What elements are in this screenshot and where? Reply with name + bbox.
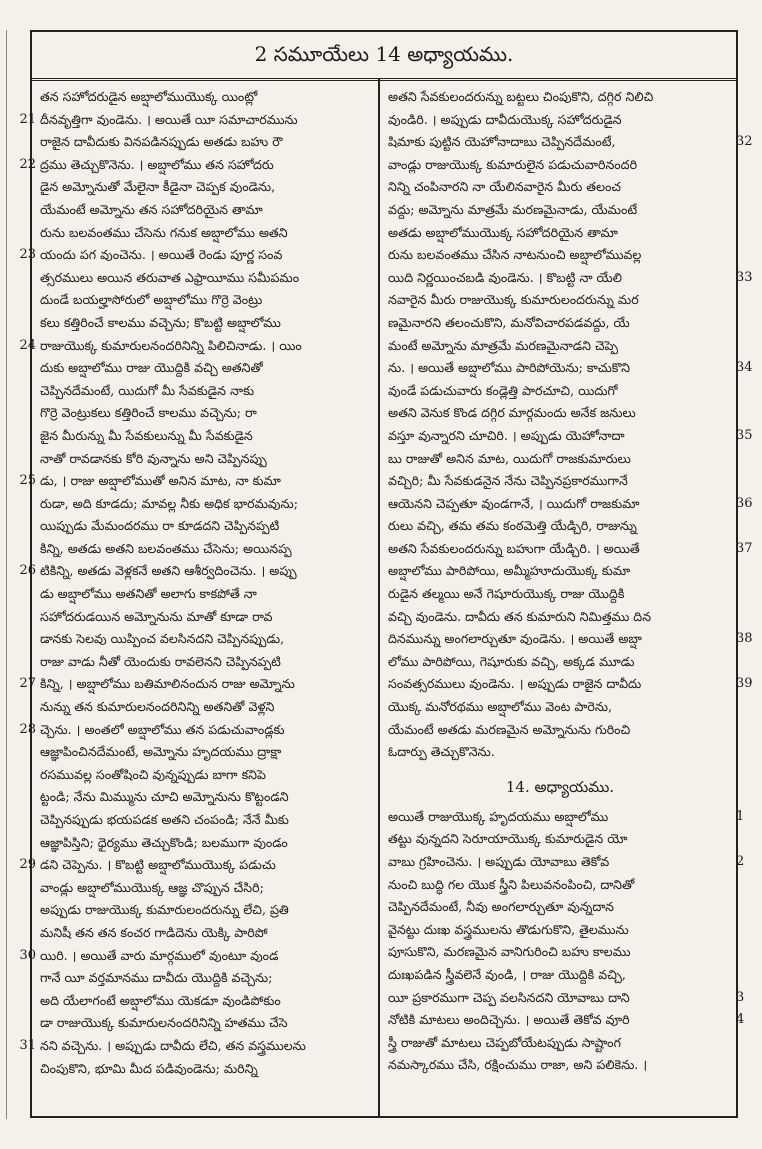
text-line [388,673,753,696]
verse-number: 31 [19,1037,36,1053]
line-text: దీనవృత్తిగా వుండెను. । అయితే యీ సమాచారమును [40,111,298,127]
line-text: కిన్ని, అతడు అతని బలవంతము చేసెను; అయినప్ప [40,540,292,556]
line-text: టికిన్ని, అతడు వెళ్లకనే అతని ఆశీర్వదించెను. । అప్పు [40,563,297,579]
line-text: వైనట్టు దుఃఖ వస్త్రములను తొడుగుకొని, తైలమును [388,921,629,937]
text-line [388,289,732,312]
line-text: అతని వెనుక కొండ దగ్గిర మార్గమందు అనేక జనులు [388,405,636,421]
text-line [19,945,372,968]
line-text: రసమువల్ల సంతోషించి వున్నప్పుడు బాగా కనిపె [40,766,266,782]
line-text: నవారైన మీరు రాజుయొక్క కుమారులందరున్ను మర [388,292,639,308]
line-text: ఆజ్ఞాపించినదేమంటే, అమ్నోను హృదయము ద్రాక్షా [40,744,282,760]
text-line [388,131,753,154]
verse-number: 1 [736,808,745,824]
verse-number: 32 [736,134,753,150]
line-text: రాజైన దావీదుకు వినపడినప్పుడు అతడు బహు రౌ [40,134,283,150]
binding-margin-rule [6,30,7,1119]
verse-number: 3 [736,989,745,1005]
text-line [40,1058,372,1081]
line-text: నాతో రావడానకు కోరి వున్నాను అని చెప్పినప్పు [40,450,267,466]
text-line [40,741,372,764]
column-divider [378,78,380,1116]
page-frame [19,30,753,1118]
text-line [388,109,732,132]
line-text: ణమైనారని తలంచుకొని, మనోవిచారపడవద్దు, యే [388,314,630,330]
text-line [19,1035,372,1058]
text-line [40,493,372,516]
line-text: దుఃఖపడిన స్త్రీవలెనే వుండి, । రాజు యొద్దికి వచ్చి, [388,966,626,982]
line-text: యిరి. । అయితే వారు మార్గములో వుంటూ వుండ [40,947,279,963]
text-line [40,289,372,312]
text-line [388,741,732,764]
text-line [40,696,372,719]
line-text: పూసుకొని, మరణమైన వానిగురించి బహు కాలము [388,944,631,960]
text-line [388,606,732,629]
line-text: అతని సేవకులందరున్ను బట్టలు చింపుకొని, దగ్గిర నిలిచి [388,89,654,104]
text-line [388,628,753,651]
text-line [388,222,732,245]
text-line [40,651,372,674]
line-text: అయితే రాజుయొక్క హృదయము అబ్షాలోము [388,808,609,824]
line-text: యీ ప్రకారముగా చెప్ప వలసినదని యోవాబు దాని [388,989,630,1005]
line-text: తన సహోదరుడైన అబ్షాలోముయొక్క యింట్లో [40,89,258,104]
line-text: చెప్పినదేమంటే, నీవు అంగలార్చుతూ వున్నదాన [388,899,614,915]
line-text: చింపుకొని, భూమి మీద పడివుండెను; మరిన్ని [40,1060,258,1076]
text-line [388,964,732,987]
line-text: నున్ను తన కుమారులనందరినిన్ని అతనితో వెళ్లని [40,699,275,715]
right-column [388,86,753,1077]
text-line [19,244,372,267]
line-text: డానకు సెలవు యిప్పించ వలసినదని చెప్పినప్పుడు, [40,631,285,647]
verse-number: 24 [19,337,36,353]
line-text: కిన్ని, । అబ్షాలోము బతిమాలినందున రాజు అమ్నోను [40,676,295,692]
text-line [388,357,753,380]
text-line [388,1054,732,1077]
line-text: వాండ్లు అబ్షాలోముయొక్క ఆజ్ఞ చొప్పున చేసిరి; [40,879,264,895]
line-text: లోము పారిపోయి, గెషూరుకు వచ్చి, అక్కడ మూడు [388,653,635,669]
text-line [40,176,372,199]
text-line [19,673,372,696]
line-text: నోటికి మాటలు అందిచ్చెను. । అయితే తెకోవ వూరి [388,1012,630,1028]
line-text: మంటే అమ్నోను మాత్రమే మరణమైనాడని చెప్పె [388,337,619,353]
line-text: గానే యీ వర్తమానము దావీదు యొద్దికి వచ్చెను; [40,970,273,986]
text-line [388,402,732,425]
line-text: గొర్రె వెంట్రుకలు కత్తిరించే కాలము వచ్చెను; రా [40,405,257,421]
text-line [40,628,372,651]
text-line [40,199,372,222]
text-line [388,244,732,267]
verse-number: 36 [736,495,753,511]
line-text: దుండే బయల్హాసోరులో అబ్షాలోము గొర్రె వెంట్రు [40,292,263,308]
text-line [388,583,732,606]
text-line [40,267,372,290]
text-line [388,470,732,493]
verse-number: 2 [736,854,745,869]
text-line [40,515,372,538]
text-line [388,874,732,897]
line-text: రుడా, అది కూడదు; మావల్ల నీకు అధిక భారమవును; [40,495,298,511]
verse-number: 39 [736,676,753,692]
line-text: యందు పగ వుంచెను. । అయితే రెండు పూర్ణ సంవ [40,247,283,263]
line-text: వద్దు; అమ్నోను మాత్రమే మరణమైనాడు, యేమంటే [388,201,638,217]
line-text: స్త్రీ రాజుతో మాటలు చెప్పబోయేటప్పుడు సాష్టాంగ [388,1034,621,1050]
verse-number: 30 [19,947,36,963]
line-text: బు రాజుతో అనిన మాట, యిదుగో రాజకుమారులు [388,450,631,466]
line-text: అతని సేవకులందరున్ను బహుగా యేడ్చిరి. । అయితే [388,540,640,556]
line-text: షిమాకు పుట్టిన యెహోనాదాబు చెప్పినదేమంటే, [388,134,616,150]
line-text: జైన మీరున్ను మీ సేవకులున్ను మీ సేవకుడైన [40,427,253,443]
right-column-text [388,86,753,764]
line-text: వస్తూ వున్నారని చూచిరి. । అప్పుడు యెహోనాదా [388,427,625,443]
line-text: రాజు వాడు నీతో యెందుకు రావలెనని చెప్పినప్పటి [40,653,281,669]
text-line [40,606,372,629]
line-text: ద్రము తెచ్చుకొనెను. । అబ్షాలోము తన సహోదరు [40,156,274,172]
text-line [388,86,732,109]
line-text: మనిషీ తన తన కంచర గాడిదెను యెక్కి పారిపో [40,924,268,940]
text-line [40,380,372,403]
line-text: ఆయెనని చెప్పతూ వుండగానే, । యిదుగో రాజకుమా [388,495,640,511]
line-text: రులు వచ్చి, తమ తమ కంఠమెత్తి యేడ్చిరి, రాజున్ను [388,518,637,534]
line-text: డని చెప్పెను. । కొబట్టి అబ్షాలోముయొక్క పడుచు [40,857,276,873]
line-text: చ్చెను. । అంతలో అబ్షాలోము తన పడుచువాండ్లకు [40,721,285,737]
line-text: నమస్కారము చేసి, రక్షించుము రాజా, అని పలికెను. । [388,1057,648,1073]
text-line [388,919,732,942]
line-text: యిప్పుడు మేమందరము రా కూడదని చెప్పినప్పటి [40,518,280,534]
line-text: అది యేలాగంటే అబ్షాలోము యెకడూ వుండిపోకుం [40,992,281,1008]
text-line [40,538,372,561]
line-text: యేమంటే అమ్నోను తన సహోదరియైన తామా [40,201,263,217]
line-text: త్సరములు అయిన తరువాత ఎఫ్రాయీము సమీపమం [40,269,300,285]
line-text: నిన్ని చంపినారని నా యేలినవారైన మీరు తలంచ [388,179,621,195]
verse-number: 33 [736,269,753,285]
text-line [40,786,372,809]
line-text: దినమున్ను అంగలార్చుతూ వుండెను. । అయితే అబ్షా [388,631,642,647]
chapter-heading: 14. అధ్యాయము. [505,777,615,796]
text-line [40,402,372,425]
text-line [40,425,372,448]
line-text: సంవత్సరములు వుండెను. । అప్పుడు రాజైన దావీదు [388,676,642,692]
line-text: వుండిరి. । అప్పుడు దావీదుయొక్క సహోదరుడైన [388,111,622,127]
line-text: డా రాజుయొక్క కుమారులనందరినిన్ని హతము చేసె [40,1015,288,1031]
left-column [19,86,372,1080]
text-line [40,922,372,945]
text-line [388,851,745,874]
line-text: యొక్క మనోరథము అబ్షాలోము వెంట పారెను, [388,699,613,715]
text-line [40,448,372,471]
text-line [388,538,753,561]
text-line [40,583,372,606]
line-text: వచ్చి వుండెను. దావీదు తన కుమారుని నిమిత్తము దిన [388,608,652,624]
text-line [40,131,372,154]
text-line [388,380,732,403]
line-text: యిది నిర్ణయించబడి వుండెను. । కొబట్టి నా యేలి [388,269,622,285]
text-line [388,1009,745,1032]
text-line [388,987,745,1010]
text-line [40,1012,372,1035]
verse-number: 28 [19,721,36,737]
verse-number: 38 [736,631,753,647]
verse-number: 4 [736,1012,745,1028]
line-text: రుడైన తల్మయి అనే గెషూరుయొక్క రాజు యొద్దికి [388,586,625,602]
text-line [40,832,372,855]
line-text: యేమంటే అతడు మరణమైన అమ్నోనును గురించి [388,721,631,737]
text-line [40,764,372,787]
verse-number: 25 [19,473,36,489]
line-text: ట్టండి; నేను మిమ్మును చూచి అమ్నోనును కొట్టండని [40,789,289,805]
text-line [40,222,372,245]
text-line [19,335,372,358]
verse-number: 22 [19,156,36,172]
text-line [388,560,732,583]
line-text: కలు కత్తిరించే కాలము వచ్చెను; కొబట్టి అబ్షాలోము [40,314,281,330]
text-line [40,86,372,109]
text-line [40,877,372,900]
line-text: దుకు అబ్షాలోము రాజు యొద్దికి వచ్చి అతనితో [40,360,263,376]
text-line [388,896,732,919]
line-text: ఓదార్పు తెచ్చుకొనెను. [388,744,495,760]
line-text: రాజుయొక్క కుమారులనందరినిన్ని పిలిచినాడు. । యిం [40,337,302,353]
text-line [388,696,732,719]
text-line [388,176,732,199]
line-text: తట్టు వున్నదని సెరూయాయొక్క కుమారుడైన యో [388,831,628,847]
line-text: సహోదరుడయిన అమ్నోనును మాతో కూడా రావ [40,608,273,624]
text-line [40,990,372,1013]
line-text: వాండ్లు రాజుయొక్క కుమారులైన పడుచువారినందరి [388,156,638,172]
verse-number: 37 [736,540,753,556]
text-line [388,154,732,177]
line-text: నుంచి బుద్ధి గల యొక స్త్రీని పిలువనంపించి, దానితో [388,876,635,892]
text-line [40,809,372,832]
text-line [19,719,372,742]
running-header [32,32,736,81]
text-line [19,470,372,493]
line-text: ను. । అయితే అబ్షాలోము పారిపోయెను; కాచుకొని [388,360,630,376]
verse-number: 35 [736,427,753,443]
page-title: 2 సమూయేలు 14 అధ్యాయము. [254,42,514,66]
text-line [19,154,372,177]
line-text: రును బలవంతము చేసిన నాటనుంచి అబ్షాలోమువల్ల [388,247,642,263]
verse-number: 26 [19,563,36,579]
verse-number: 23 [19,247,36,263]
text-line [388,1032,732,1055]
line-text: అప్పుడు రాజుయొక్క కుమారులందరున్ను లేచి, ప్రతి [40,902,289,918]
text-line [19,854,372,877]
chapter-14-text [388,806,745,1077]
verse-number: 27 [19,676,36,692]
text-line [40,967,372,990]
line-text: చెప్పినదేమంటే, యిదుగో మీ సేవకుడైన నాకు [40,382,255,398]
line-text: వచ్చిరి; మీ సేవకుడనైన నేను చెప్పినప్రకారముగానే [388,473,628,489]
text-line [388,828,732,851]
text-line [19,109,372,132]
text-line [388,941,732,964]
verse-number: 21 [19,111,36,127]
text-line [388,448,732,471]
text-line [388,335,732,358]
text-line [40,899,372,922]
text-line [388,493,753,516]
line-text: చెప్పినప్పుడు భయపడక అతని చంపండి; నేనే మీకు [40,812,289,827]
text-line [40,312,372,335]
text-line [388,651,732,674]
text-line [388,515,732,538]
verse-number: 29 [19,857,36,873]
verse-number: 34 [736,360,753,376]
line-text: వాబు గ్రహించెను. । అప్పుడు యోవాబు తెకోవ [388,854,610,869]
line-text: ఆజ్ఞాపిస్తిని; ధైర్యము తెచ్చుకొండి; బలముగా వుండం [40,834,288,850]
line-text: వుండే పడుచువారు కండ్లెత్తి పారచూచి, యిదుగో [388,382,618,398]
line-text: అతడు అబ్షాలోముయొక్క సహోదరియైన తామా [388,224,618,240]
line-text: నని వచ్చెను. । అప్పుడు దావీదు లేచి, తన వస్త్రములను [40,1037,306,1053]
line-text: డు అబ్షాలోము అతనితో అలాగు కాకపోతే నా [40,586,257,602]
text-line [388,199,732,222]
text-line [388,312,732,335]
text-line [40,357,372,380]
line-text: రును బలవంతము చేసెను గనుక అబ్షాలోము అతని [40,224,288,240]
text-line [388,719,732,742]
text-line [388,806,745,829]
line-text: డైన అమ్నోనుతో మేలైనా కీడైనా చెప్పక వుండెను, [40,179,276,195]
text-line [388,425,753,448]
line-text: డు, । రాజు అబ్షాలోముతో అనిన మాట, నా కుమా [40,473,281,489]
text-line [19,560,372,583]
text-line [388,267,753,290]
line-text: అబ్షాలోము పారిపోయి, అమ్మీహూదుయొక్క కుమా [388,563,631,579]
